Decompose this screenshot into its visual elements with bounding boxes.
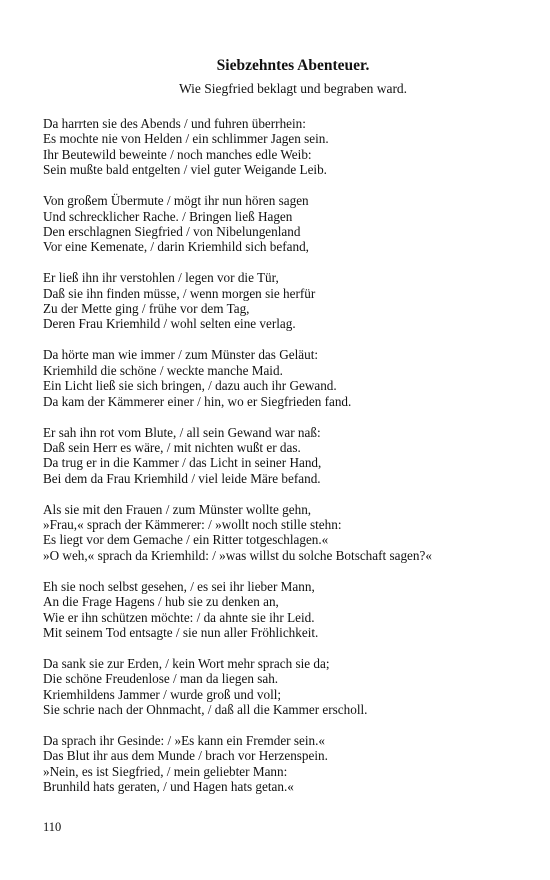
verse-line: Brunhild hats geraten, / und Hagen hats getan.« <box>43 779 294 795</box>
verse-line: Von großem Übermute / mögt ihr nun hören sagen <box>43 193 309 209</box>
verse-line: Eh sie noch selbst gesehen, / es sei ihr lieber Mann, <box>43 578 315 594</box>
verse-line: Bei dem da Frau Kriemhild / viel leide Märe befand. <box>43 470 321 486</box>
stanza-9 <box>43 733 513 795</box>
verse-line: Er ließ ihn ihr verstohlen / legen vor die Tür, <box>43 270 279 286</box>
verse-line: Als sie mit den Frauen / zum Münster wollte gehn, <box>43 501 312 517</box>
verse-line: Da trug er in die Kammer / das Licht in seiner Hand, <box>43 455 322 471</box>
verse-line: Da kam der Kämmerer einer / hin, wo er Siegfrieden fand. <box>43 393 352 409</box>
verse-line: Ein Licht ließ sie sich bringen, / dazu auch ihr Gewand. <box>43 378 337 394</box>
verse-line: »Nein, es ist Siegfried, / mein geliebter Mann: <box>43 763 288 779</box>
verse-line: Es mochte nie von Helden / ein schlimmer Jagen sein. <box>43 131 329 147</box>
verse-line: »O weh,« sprach da Kriemhild: / »was willst du solche Botschaft sagen?« <box>43 547 432 563</box>
verse-line: Kriemhildens Jammer / wurde groß und voll; <box>43 686 282 702</box>
verse-line: Mit seinem Tod entsagte / sie nun aller Fröhlichkeit. <box>43 624 319 640</box>
verse-line: Sein mußte bald entgelten / viel guter Weigande Leib. <box>43 162 327 178</box>
verse-line: Die schöne Freudenlose / man da liegen sah. <box>43 671 279 687</box>
stanza-3 <box>43 270 513 332</box>
verse-line: Es liegt vor dem Gemache / ein Ritter totgeschlagen.« <box>43 532 329 548</box>
verse-line: Da sprach ihr Gesinde: / »Es kann ein Fremder sein.« <box>43 733 325 748</box>
stanza-4 <box>43 347 513 409</box>
page-number: 110 <box>43 820 62 834</box>
stanza-6 <box>43 502 513 564</box>
stanza-8 <box>43 656 513 718</box>
verse-line: Und schrecklicher Rache. / Bringen ließ Hagen <box>43 208 293 224</box>
verse-line: Das Blut ihr aus dem Munde / brach vor Herzenspein. <box>43 748 328 764</box>
verse-line: Vor eine Kemenate, / darin Kriemhild sich befand, <box>43 239 309 255</box>
verse-line: Da harrten sie des Abends / und fuhren überrhein: <box>43 116 306 131</box>
verse-line: Daß sein Herr es wäre, / mit nichten wußt er das. <box>43 439 301 455</box>
verse-line: Er sah ihn rot vom Blute, / all sein Gewand war naß: <box>43 424 321 440</box>
stanza-7 <box>43 579 513 641</box>
verse-line: Da hörte man wie immer / zum Münster das Geläut: <box>43 347 319 363</box>
stanza-5 <box>43 425 513 487</box>
verse-line: Da sank sie zur Erden, / kein Wort mehr sprach sie da; <box>43 655 330 671</box>
verse-line: An die Frage Hagens / hub sie zu denken an, <box>43 594 279 610</box>
verse-line: Ihr Beutewild beweinte / noch manches edle Weib: <box>43 146 312 162</box>
verse-line: Wie er ihn schützen möchte: / da ahnte sie ihr Leid. <box>43 609 315 625</box>
verse-line: Den erschlagnen Siegfried / von Nibelungenland <box>43 223 301 239</box>
verse-line: Zu der Mette ging / frühe vor dem Tag, <box>43 301 250 317</box>
verse-line: Sie schrie nach der Ohnmacht, / daß all die Kammer erscholl. <box>43 702 368 718</box>
verse-line: Daß sie ihn finden müsse, / wenn morgen sie herfür <box>43 285 316 301</box>
page-body <box>43 56 513 810</box>
chapter-subtitle: Wie Siegfried beklagt und begraben ward. <box>178 81 408 96</box>
stanza-2 <box>43 193 513 255</box>
verse-line: Deren Frau Kriemhild / wohl selten eine verlag. <box>43 316 296 332</box>
verse-line: Kriemhild die schöne / weckte manche Maid. <box>43 362 283 378</box>
chapter-title: Siebzehntes Abenteuer. <box>216 57 370 74</box>
verse-line: »Frau,« sprach der Kämmerer: / »wollt noch stille stehn: <box>43 517 342 533</box>
stanza-1 <box>43 116 513 178</box>
